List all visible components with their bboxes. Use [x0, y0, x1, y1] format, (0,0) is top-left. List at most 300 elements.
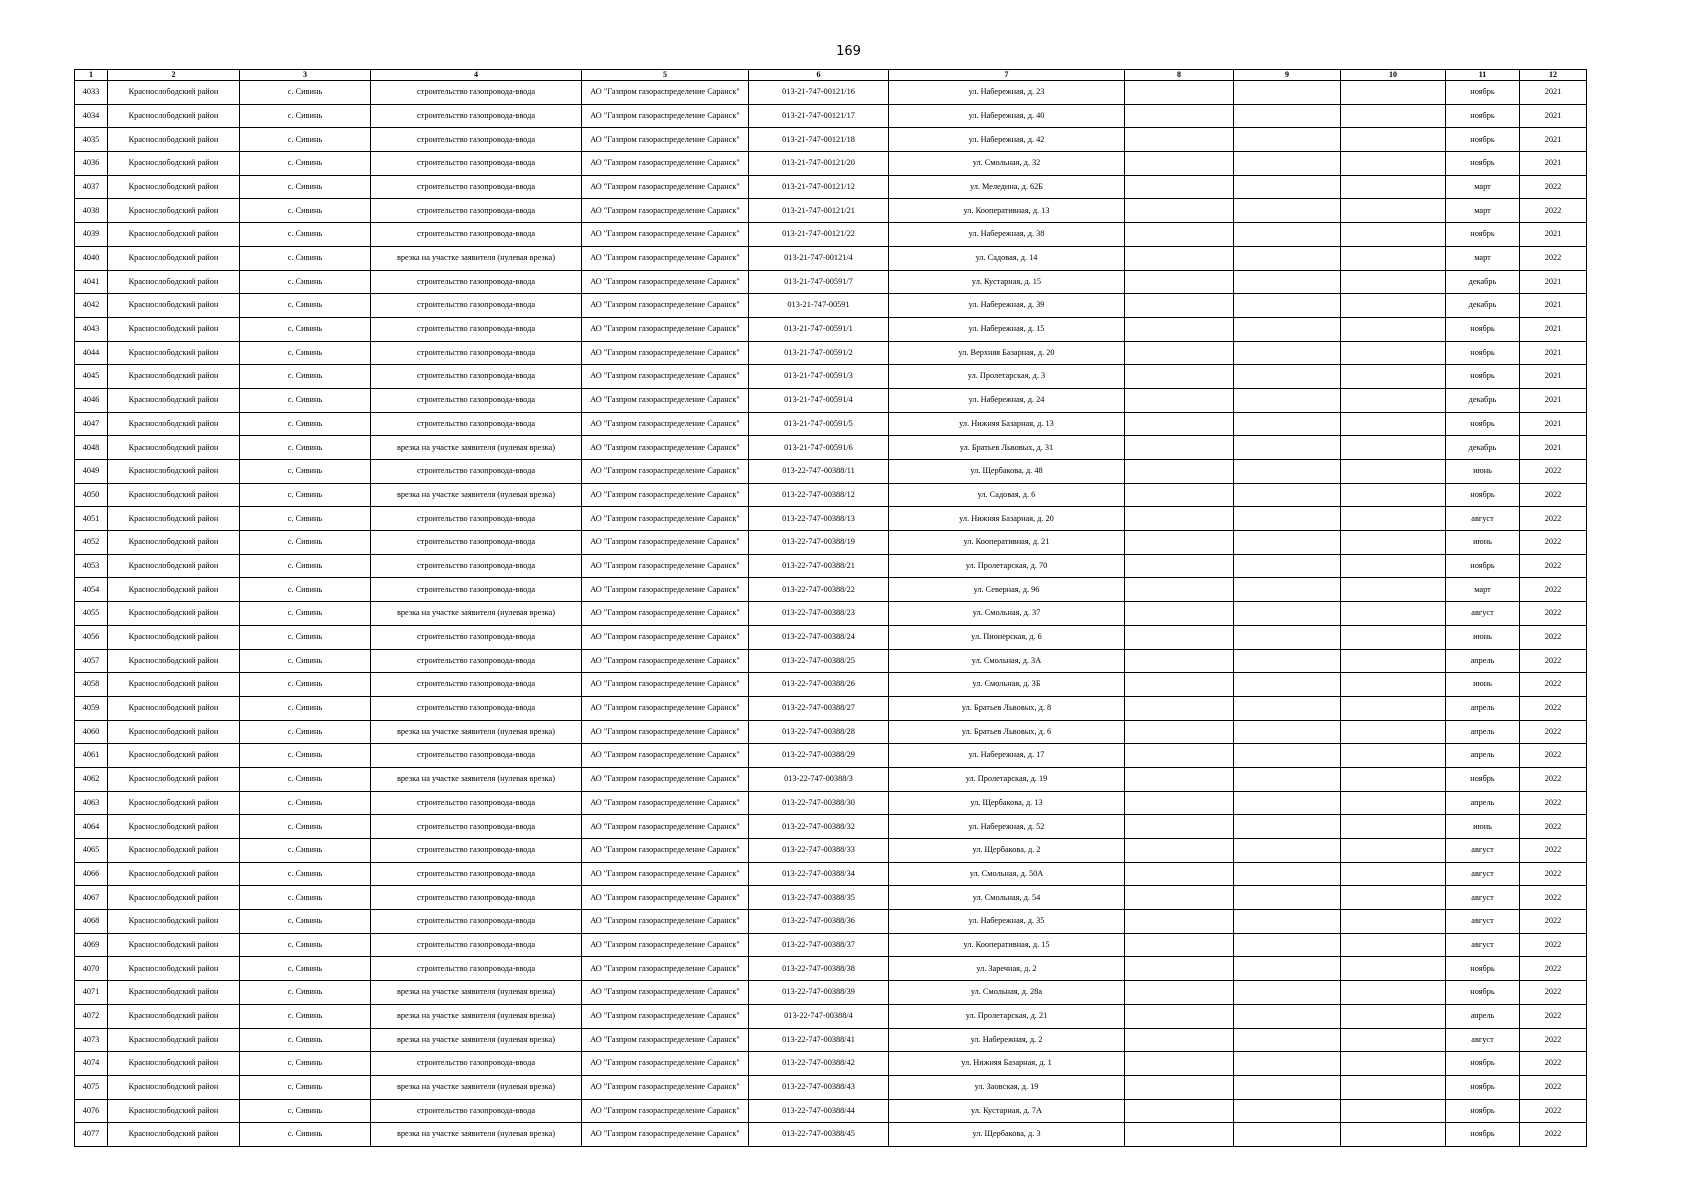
col-settlement-cell: с. Сивинь — [240, 1099, 371, 1123]
col-10-cell — [1341, 128, 1446, 152]
col-number-cell: 4063 — [75, 791, 108, 815]
col-year-cell: 2022 — [1520, 1052, 1587, 1076]
col-10-cell — [1341, 1052, 1446, 1076]
col-year-cell: 2021 — [1520, 81, 1587, 105]
col-district-cell: Краснослободский район — [108, 81, 240, 105]
col-year-cell: 2021 — [1520, 388, 1587, 412]
col-10-cell — [1341, 578, 1446, 602]
col-contract-number-cell: 013-21-747-00121/4 — [749, 246, 889, 270]
col-10-cell — [1341, 744, 1446, 768]
col-number-cell: 4074 — [75, 1052, 108, 1076]
col-number-cell: 4036 — [75, 152, 108, 176]
col-9-cell — [1234, 460, 1341, 484]
col-settlement-cell: с. Сивинь — [240, 981, 371, 1005]
col-settlement-cell: с. Сивинь — [240, 175, 371, 199]
col-9-cell — [1234, 104, 1341, 128]
col-organization-cell: АО "Газпром газораспределение Саранск" — [582, 531, 749, 555]
col-9-cell — [1234, 767, 1341, 791]
col-8-cell — [1125, 981, 1234, 1005]
col-district-cell: Краснослободский район — [108, 578, 240, 602]
col-contract-number-cell: 013-22-747-00388/24 — [749, 625, 889, 649]
col-8-cell — [1125, 554, 1234, 578]
col-organization-cell: АО "Газпром газораспределение Саранск" — [582, 104, 749, 128]
col-8-cell — [1125, 933, 1234, 957]
col-district-cell: Краснослободский район — [108, 720, 240, 744]
col-organization-cell: АО "Газпром газораспределение Саранск" — [582, 436, 749, 460]
col-work-type-cell: врезка на участке заявителя (нулевая врезка) — [371, 602, 582, 626]
col-contract-number-cell: 013-22-747-00388/12 — [749, 483, 889, 507]
col-number-cell: 4033 — [75, 81, 108, 105]
col-number-cell: 4076 — [75, 1099, 108, 1123]
table-row — [75, 957, 1587, 981]
col-month-cell: ноябрь — [1446, 1099, 1520, 1123]
col-work-type-cell: строительство газопровода-ввода — [371, 673, 582, 697]
col-district-cell: Краснослободский район — [108, 910, 240, 934]
col-number-cell: 4039 — [75, 223, 108, 247]
col-10-cell — [1341, 554, 1446, 578]
col-9-cell — [1234, 1123, 1341, 1147]
col-work-type-cell: врезка на участке заявителя (нулевая врезка) — [371, 436, 582, 460]
col-month-cell: ноябрь — [1446, 81, 1520, 105]
col-9-cell — [1234, 128, 1341, 152]
col-contract-number-cell: 013-22-747-00388/30 — [749, 791, 889, 815]
col-10-cell — [1341, 152, 1446, 176]
col-8-cell — [1125, 957, 1234, 981]
col-organization-cell: АО "Газпром газораспределение Саранск" — [582, 839, 749, 863]
table-row — [75, 365, 1587, 389]
col-number-cell: 4057 — [75, 649, 108, 673]
table-row — [75, 294, 1587, 318]
col-organization-cell: АО "Газпром газораспределение Саранск" — [582, 1028, 749, 1052]
col-district-cell: Краснослободский район — [108, 294, 240, 318]
col-year-cell: 2022 — [1520, 791, 1587, 815]
col-work-type-cell: строительство газопровода-ввода — [371, 388, 582, 412]
col-district-cell: Краснослободский район — [108, 696, 240, 720]
col-8-cell — [1125, 886, 1234, 910]
col-contract-number-cell: 013-22-747-00388/45 — [749, 1123, 889, 1147]
col-contract-number-cell: 013-22-747-00388/33 — [749, 839, 889, 863]
col-number-cell: 4040 — [75, 246, 108, 270]
col-year-cell: 2021 — [1520, 341, 1587, 365]
col-organization-cell: АО "Газпром газораспределение Саранск" — [582, 910, 749, 934]
col-year-cell: 2022 — [1520, 175, 1587, 199]
col-number-cell: 4070 — [75, 957, 108, 981]
table-row — [75, 223, 1587, 247]
col-number-cell: 4053 — [75, 554, 108, 578]
col-address-cell: ул. Смольная, д. 3Б — [889, 673, 1125, 697]
col-district-cell: Краснослободский район — [108, 341, 240, 365]
table-row — [75, 507, 1587, 531]
col-8-cell — [1125, 1052, 1234, 1076]
col-9-cell — [1234, 436, 1341, 460]
col-contract-number-cell: 013-22-747-00388/35 — [749, 886, 889, 910]
col-8-cell — [1125, 815, 1234, 839]
col-settlement-cell: с. Сивинь — [240, 1004, 371, 1028]
col-contract-number-cell: 013-21-747-00121/16 — [749, 81, 889, 105]
col-address-cell: ул. Набережная, д. 35 — [889, 910, 1125, 934]
col-10-cell — [1341, 791, 1446, 815]
col-contract-number-cell: 013-22-747-00388/21 — [749, 554, 889, 578]
col-work-type-cell: строительство газопровода-ввода — [371, 128, 582, 152]
col-contract-number-cell: 013-22-747-00388/39 — [749, 981, 889, 1005]
col-address-cell: ул. Пионерская, д. 6 — [889, 625, 1125, 649]
col-10-cell — [1341, 81, 1446, 105]
col-month-cell: июнь — [1446, 625, 1520, 649]
col-month-cell: апрель — [1446, 791, 1520, 815]
col-month-cell: апрель — [1446, 1004, 1520, 1028]
col-district-cell: Краснослободский район — [108, 815, 240, 839]
col-year-cell: 2022 — [1520, 862, 1587, 886]
col-contract-number-cell: 013-22-747-00388/26 — [749, 673, 889, 697]
col-district-cell: Краснослободский район — [108, 1004, 240, 1028]
col-month-cell: июнь — [1446, 815, 1520, 839]
col-address-cell: ул. Смольная, д. 3А — [889, 649, 1125, 673]
col-organization-cell: АО "Газпром газораспределение Саранск" — [582, 957, 749, 981]
column-header-12: 12 — [1520, 70, 1587, 81]
table-row — [75, 862, 1587, 886]
col-settlement-cell: с. Сивинь — [240, 696, 371, 720]
col-10-cell — [1341, 1099, 1446, 1123]
col-work-type-cell: строительство газопровода-ввода — [371, 317, 582, 341]
col-address-cell: ул. Набережная, д. 42 — [889, 128, 1125, 152]
col-address-cell: ул. Пролетарская, д. 3 — [889, 365, 1125, 389]
col-work-type-cell: строительство газопровода-ввода — [371, 933, 582, 957]
col-10-cell — [1341, 436, 1446, 460]
col-10-cell — [1341, 933, 1446, 957]
col-year-cell: 2022 — [1520, 815, 1587, 839]
col-year-cell: 2022 — [1520, 246, 1587, 270]
col-8-cell — [1125, 767, 1234, 791]
col-settlement-cell: с. Сивинь — [240, 436, 371, 460]
col-9-cell — [1234, 223, 1341, 247]
col-9-cell — [1234, 341, 1341, 365]
col-8-cell — [1125, 578, 1234, 602]
table-row — [75, 910, 1587, 934]
col-address-cell: ул. Набережная, д. 40 — [889, 104, 1125, 128]
table-row — [75, 625, 1587, 649]
col-address-cell: ул. Набережная, д. 17 — [889, 744, 1125, 768]
col-contract-number-cell: 013-22-747-00388/11 — [749, 460, 889, 484]
col-work-type-cell: врезка на участке заявителя (нулевая врезка) — [371, 720, 582, 744]
col-settlement-cell: с. Сивинь — [240, 1123, 371, 1147]
col-district-cell: Краснослободский район — [108, 1052, 240, 1076]
col-district-cell: Краснослободский район — [108, 412, 240, 436]
col-month-cell: ноябрь — [1446, 957, 1520, 981]
col-year-cell: 2022 — [1520, 625, 1587, 649]
col-contract-number-cell: 013-21-747-00591/1 — [749, 317, 889, 341]
col-district-cell: Краснослободский район — [108, 602, 240, 626]
table-row — [75, 744, 1587, 768]
col-settlement-cell: с. Сивинь — [240, 791, 371, 815]
col-8-cell — [1125, 223, 1234, 247]
col-8-cell — [1125, 365, 1234, 389]
col-work-type-cell: строительство газопровода-ввода — [371, 412, 582, 436]
col-district-cell: Краснослободский район — [108, 507, 240, 531]
col-number-cell: 4049 — [75, 460, 108, 484]
col-10-cell — [1341, 246, 1446, 270]
col-8-cell — [1125, 696, 1234, 720]
col-10-cell — [1341, 104, 1446, 128]
col-organization-cell: АО "Газпром газораспределение Саранск" — [582, 128, 749, 152]
col-contract-number-cell: 013-21-747-00121/20 — [749, 152, 889, 176]
col-address-cell: ул. Щербакова, д. 13 — [889, 791, 1125, 815]
col-month-cell: август — [1446, 862, 1520, 886]
col-month-cell: ноябрь — [1446, 317, 1520, 341]
col-month-cell: июнь — [1446, 673, 1520, 697]
table-row — [75, 1123, 1587, 1147]
col-settlement-cell: с. Сивинь — [240, 602, 371, 626]
col-organization-cell: АО "Газпром газораспределение Саранск" — [582, 365, 749, 389]
table-row — [75, 1099, 1587, 1123]
col-10-cell — [1341, 412, 1446, 436]
col-district-cell: Краснослободский район — [108, 104, 240, 128]
col-settlement-cell: с. Сивинь — [240, 625, 371, 649]
col-month-cell: март — [1446, 199, 1520, 223]
col-8-cell — [1125, 460, 1234, 484]
col-month-cell: ноябрь — [1446, 1123, 1520, 1147]
col-10-cell — [1341, 1075, 1446, 1099]
col-month-cell: апрель — [1446, 649, 1520, 673]
col-number-cell: 4043 — [75, 317, 108, 341]
table-row — [75, 933, 1587, 957]
col-month-cell: декабрь — [1446, 436, 1520, 460]
col-organization-cell: АО "Газпром газораспределение Саранск" — [582, 696, 749, 720]
col-settlement-cell: с. Сивинь — [240, 128, 371, 152]
col-9-cell — [1234, 152, 1341, 176]
col-contract-number-cell: 013-21-747-00591/3 — [749, 365, 889, 389]
col-contract-number-cell: 013-21-747-00121/18 — [749, 128, 889, 152]
col-settlement-cell: с. Сивинь — [240, 933, 371, 957]
col-address-cell: ул. Заречная, д. 2 — [889, 957, 1125, 981]
col-month-cell: ноябрь — [1446, 341, 1520, 365]
col-address-cell: ул. Кооперативная, д. 21 — [889, 531, 1125, 555]
col-number-cell: 4047 — [75, 412, 108, 436]
col-9-cell — [1234, 649, 1341, 673]
col-8-cell — [1125, 1004, 1234, 1028]
col-9-cell — [1234, 886, 1341, 910]
col-9-cell — [1234, 696, 1341, 720]
col-number-cell: 4061 — [75, 744, 108, 768]
col-address-cell: ул. Набережная, д. 38 — [889, 223, 1125, 247]
col-year-cell: 2022 — [1520, 1099, 1587, 1123]
col-district-cell: Краснослободский район — [108, 1075, 240, 1099]
col-district-cell: Краснослободский район — [108, 175, 240, 199]
col-year-cell: 2022 — [1520, 1004, 1587, 1028]
col-contract-number-cell: 013-22-747-00388/38 — [749, 957, 889, 981]
col-settlement-cell: с. Сивинь — [240, 341, 371, 365]
col-month-cell: ноябрь — [1446, 412, 1520, 436]
col-number-cell: 4069 — [75, 933, 108, 957]
col-number-cell: 4062 — [75, 767, 108, 791]
col-month-cell: ноябрь — [1446, 104, 1520, 128]
column-header-7: 7 — [889, 70, 1125, 81]
col-address-cell: ул. Кустарная, д. 15 — [889, 270, 1125, 294]
col-organization-cell: АО "Газпром газораспределение Саранск" — [582, 483, 749, 507]
col-contract-number-cell: 013-22-747-00388/34 — [749, 862, 889, 886]
table-row — [75, 1052, 1587, 1076]
col-district-cell: Краснослободский район — [108, 981, 240, 1005]
col-work-type-cell: строительство газопровода-ввода — [371, 365, 582, 389]
col-10-cell — [1341, 957, 1446, 981]
col-month-cell: июнь — [1446, 460, 1520, 484]
col-address-cell: ул. Нижняя Базарная, д. 1 — [889, 1052, 1125, 1076]
col-10-cell — [1341, 1123, 1446, 1147]
table-row — [75, 602, 1587, 626]
col-organization-cell: АО "Газпром газораспределение Саранск" — [582, 460, 749, 484]
col-month-cell: ноябрь — [1446, 152, 1520, 176]
col-address-cell: ул. Кустарная, д. 7А — [889, 1099, 1125, 1123]
col-settlement-cell: с. Сивинь — [240, 104, 371, 128]
table-row — [75, 886, 1587, 910]
col-number-cell: 4037 — [75, 175, 108, 199]
col-year-cell: 2022 — [1520, 720, 1587, 744]
col-month-cell: ноябрь — [1446, 128, 1520, 152]
col-10-cell — [1341, 507, 1446, 531]
col-8-cell — [1125, 625, 1234, 649]
col-district-cell: Краснослободский район — [108, 199, 240, 223]
col-organization-cell: АО "Газпром газораспределение Саранск" — [582, 317, 749, 341]
col-month-cell: март — [1446, 578, 1520, 602]
header-row — [75, 70, 1587, 81]
col-year-cell: 2022 — [1520, 649, 1587, 673]
col-organization-cell: АО "Газпром газораспределение Саранск" — [582, 578, 749, 602]
col-10-cell — [1341, 815, 1446, 839]
col-9-cell — [1234, 554, 1341, 578]
col-9-cell — [1234, 81, 1341, 105]
col-9-cell — [1234, 933, 1341, 957]
col-number-cell: 4044 — [75, 341, 108, 365]
col-district-cell: Краснослободский район — [108, 460, 240, 484]
col-work-type-cell: строительство газопровода-ввода — [371, 199, 582, 223]
col-settlement-cell: с. Сивинь — [240, 460, 371, 484]
table-row — [75, 981, 1587, 1005]
col-year-cell: 2022 — [1520, 839, 1587, 863]
col-9-cell — [1234, 578, 1341, 602]
col-organization-cell: АО "Газпром газораспределение Саранск" — [582, 175, 749, 199]
col-district-cell: Краснослободский район — [108, 483, 240, 507]
col-organization-cell: АО "Газпром газораспределение Саранск" — [582, 791, 749, 815]
col-10-cell — [1341, 223, 1446, 247]
col-8-cell — [1125, 862, 1234, 886]
col-settlement-cell: с. Сивинь — [240, 246, 371, 270]
col-contract-number-cell: 013-21-747-00591 — [749, 294, 889, 318]
col-address-cell: ул. Набережная, д. 24 — [889, 388, 1125, 412]
col-year-cell: 2022 — [1520, 199, 1587, 223]
col-work-type-cell: врезка на участке заявителя (нулевая врезка) — [371, 483, 582, 507]
col-contract-number-cell: 013-21-747-00121/17 — [749, 104, 889, 128]
col-settlement-cell: с. Сивинь — [240, 317, 371, 341]
col-work-type-cell: врезка на участке заявителя (нулевая врезка) — [371, 246, 582, 270]
col-8-cell — [1125, 81, 1234, 105]
col-8-cell — [1125, 531, 1234, 555]
col-month-cell: ноябрь — [1446, 767, 1520, 791]
col-work-type-cell: строительство газопровода-ввода — [371, 696, 582, 720]
col-year-cell: 2021 — [1520, 412, 1587, 436]
col-work-type-cell: строительство газопровода-ввода — [371, 625, 582, 649]
col-year-cell: 2021 — [1520, 152, 1587, 176]
col-month-cell: март — [1446, 246, 1520, 270]
table-row — [75, 199, 1587, 223]
col-work-type-cell: строительство газопровода-ввода — [371, 341, 582, 365]
col-settlement-cell: с. Сивинь — [240, 531, 371, 555]
col-district-cell: Краснослободский район — [108, 436, 240, 460]
table-row — [75, 1075, 1587, 1099]
column-header-8: 8 — [1125, 70, 1234, 81]
col-address-cell: ул. Братьев Львовых, д. 8 — [889, 696, 1125, 720]
col-10-cell — [1341, 625, 1446, 649]
col-9-cell — [1234, 791, 1341, 815]
col-work-type-cell: строительство газопровода-ввода — [371, 152, 582, 176]
col-organization-cell: АО "Газпром газораспределение Саранск" — [582, 767, 749, 791]
table-row — [75, 152, 1587, 176]
col-number-cell: 4034 — [75, 104, 108, 128]
col-month-cell: ноябрь — [1446, 1052, 1520, 1076]
col-organization-cell: АО "Газпром газораспределение Саранск" — [582, 815, 749, 839]
col-work-type-cell: строительство газопровода-ввода — [371, 223, 582, 247]
col-organization-cell: АО "Газпром газораспределение Саранск" — [582, 223, 749, 247]
col-contract-number-cell: 013-22-747-00388/25 — [749, 649, 889, 673]
col-settlement-cell: с. Сивинь — [240, 815, 371, 839]
col-organization-cell: АО "Газпром газораспределение Саранск" — [582, 270, 749, 294]
col-10-cell — [1341, 696, 1446, 720]
col-organization-cell: АО "Газпром газораспределение Саранск" — [582, 981, 749, 1005]
col-address-cell: ул. Заовская, д. 19 — [889, 1075, 1125, 1099]
table-row — [75, 673, 1587, 697]
col-8-cell — [1125, 720, 1234, 744]
col-9-cell — [1234, 507, 1341, 531]
col-month-cell: июнь — [1446, 531, 1520, 555]
col-settlement-cell: с. Сивинь — [240, 554, 371, 578]
col-10-cell — [1341, 483, 1446, 507]
col-year-cell: 2022 — [1520, 981, 1587, 1005]
col-year-cell: 2022 — [1520, 767, 1587, 791]
col-10-cell — [1341, 886, 1446, 910]
col-number-cell: 4075 — [75, 1075, 108, 1099]
col-address-cell: ул. Смольная, д. 54 — [889, 886, 1125, 910]
col-contract-number-cell: 013-21-747-00591/4 — [749, 388, 889, 412]
col-work-type-cell: строительство газопровода-ввода — [371, 957, 582, 981]
col-year-cell: 2022 — [1520, 507, 1587, 531]
register-table — [74, 69, 1587, 1147]
col-number-cell: 4059 — [75, 696, 108, 720]
col-year-cell: 2022 — [1520, 744, 1587, 768]
col-8-cell — [1125, 744, 1234, 768]
col-year-cell: 2022 — [1520, 602, 1587, 626]
col-8-cell — [1125, 602, 1234, 626]
col-year-cell: 2022 — [1520, 957, 1587, 981]
table-row — [75, 791, 1587, 815]
column-header-10: 10 — [1341, 70, 1446, 81]
col-work-type-cell: врезка на участке заявителя (нулевая врезка) — [371, 767, 582, 791]
col-8-cell — [1125, 412, 1234, 436]
table-row — [75, 1028, 1587, 1052]
col-10-cell — [1341, 767, 1446, 791]
col-8-cell — [1125, 246, 1234, 270]
col-contract-number-cell: 013-21-747-00121/22 — [749, 223, 889, 247]
col-work-type-cell: строительство газопровода-ввода — [371, 862, 582, 886]
col-8-cell — [1125, 1028, 1234, 1052]
col-9-cell — [1234, 1099, 1341, 1123]
col-number-cell: 4060 — [75, 720, 108, 744]
col-contract-number-cell: 013-22-747-00388/41 — [749, 1028, 889, 1052]
col-month-cell: август — [1446, 507, 1520, 531]
col-number-cell: 4064 — [75, 815, 108, 839]
col-9-cell — [1234, 720, 1341, 744]
table-row — [75, 81, 1587, 105]
col-settlement-cell: с. Сивинь — [240, 720, 371, 744]
col-address-cell: ул. Щербакова, д. 48 — [889, 460, 1125, 484]
col-8-cell — [1125, 341, 1234, 365]
